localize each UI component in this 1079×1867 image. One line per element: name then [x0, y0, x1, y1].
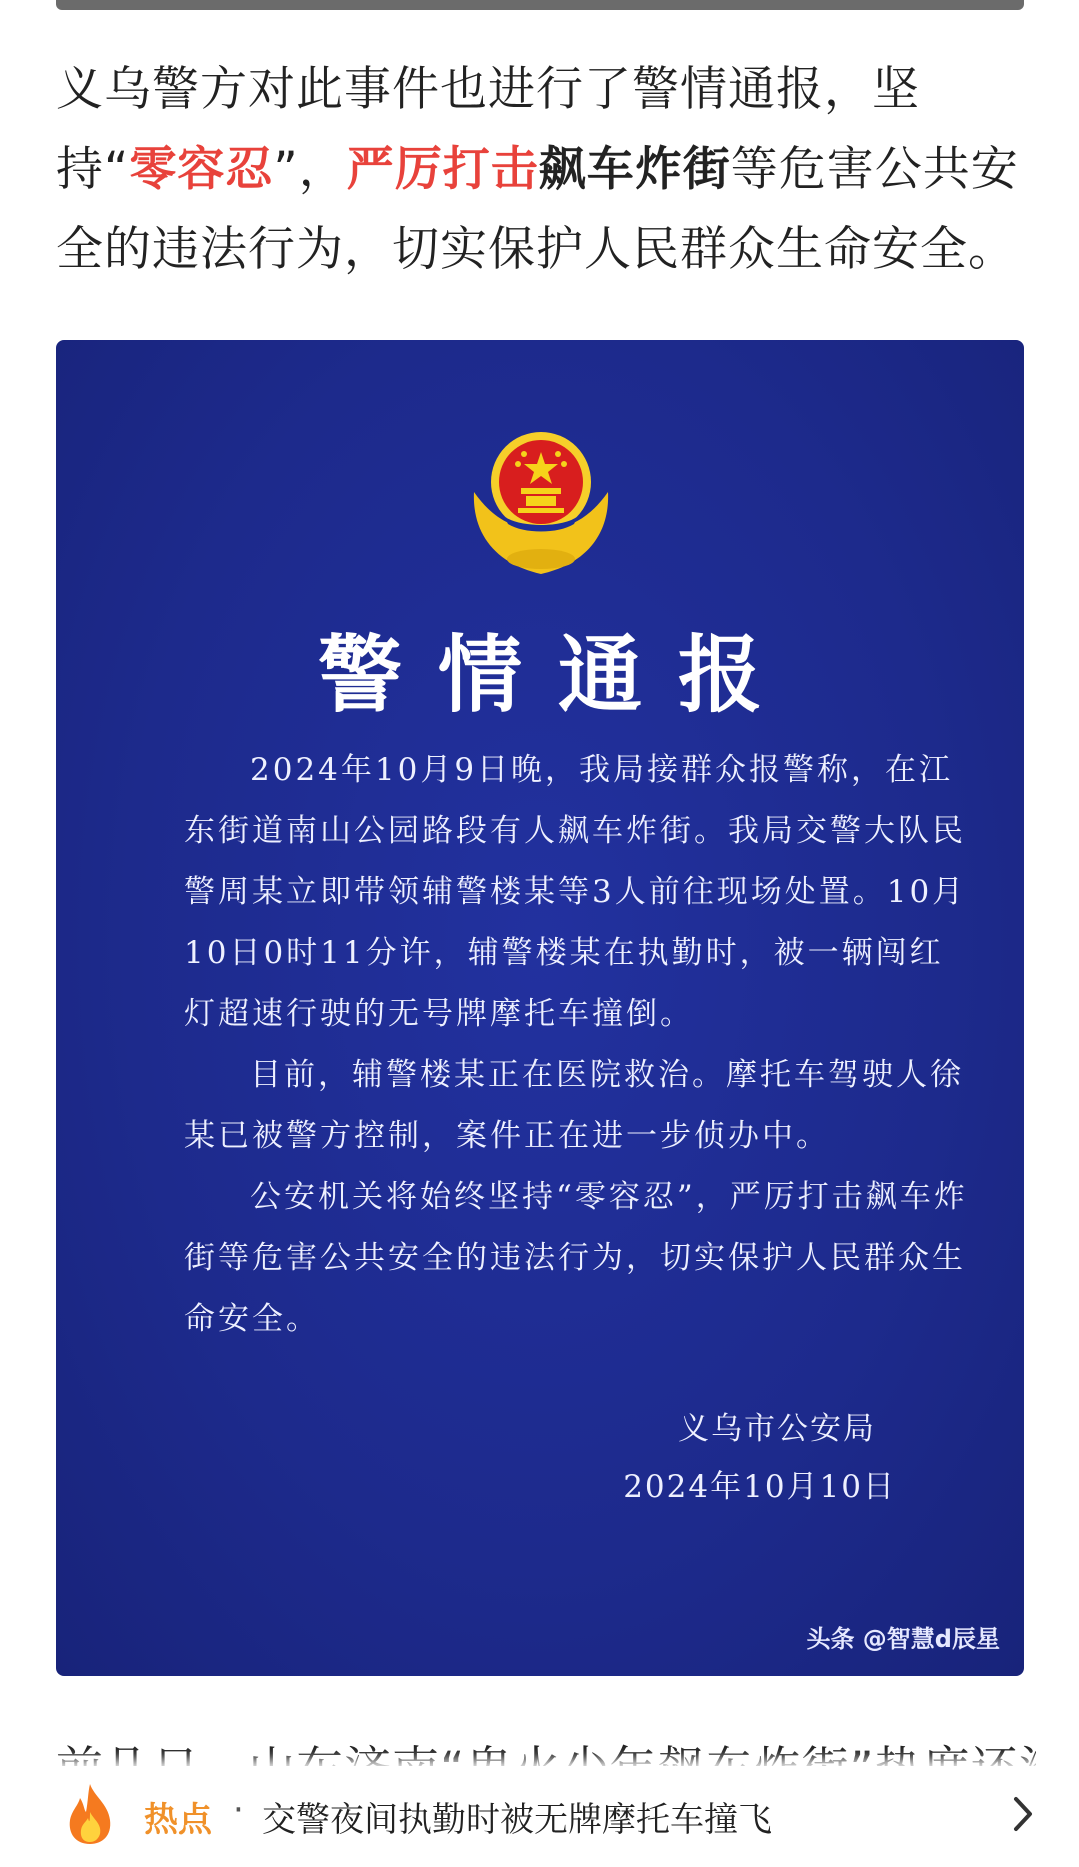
fire-icon — [62, 1782, 118, 1846]
notice-paragraph-2: 目前，辅警楼某正在医院救治。摩托车驾驶人徐某已被警方控制，案件正在进一步侦办中。 — [184, 1057, 964, 1154]
highlight-crackdown: 严厉打击 — [346, 142, 539, 197]
article-paragraph — [56, 50, 1031, 290]
notice-paragraph-1: 2024年10月9日晚，我局接群众报警称，在江东街道南山公园路段有人飙车炸街。我局交警大队民警周某立即带领辅警楼某等3人前往现场处置。10月10日0时11分许，辅警楼某在执勤时，被一辆闯红灯超速行驶的无号牌摩托车撞倒。 — [184, 752, 967, 1032]
issuing-organization: 义乌市公安局 — [678, 1411, 876, 1447]
paragraph-text: 义乌警方对此事件也进行了警情通报，坚持“ — [56, 62, 920, 197]
notice-date: 2024年10月10日 — [623, 1469, 896, 1505]
watermark: 头条 @智慧d辰星 — [806, 1625, 1000, 1653]
notice-body — [184, 740, 974, 1350]
chevron-right-icon[interactable] — [1011, 1794, 1035, 1834]
paragraph-text: 等危害公共安全的违法行为，切实保护人民群众生命安全。 — [56, 142, 1019, 277]
notice-signature — [623, 1400, 896, 1516]
hot-label: 热点 — [144, 1800, 212, 1840]
hot-topic-bar[interactable] — [0, 1766, 1079, 1867]
highlight-zero-tolerance: 零容忍 — [129, 142, 274, 197]
paragraph-text: ”， — [273, 142, 347, 197]
notice-paragraph-3: 公安机关将始终坚持“零容忍”，严厉打击飙车炸街等危害公共安全的违法行为，切实保护人民群众生命安全。 — [184, 1179, 968, 1337]
police-notice-image[interactable] — [56, 340, 1024, 1676]
separator-dot: · — [233, 1790, 244, 1830]
hot-topic-link[interactable]: 交警夜间执勤时被无牌摩托车撞飞 — [262, 1800, 772, 1840]
notice-title: 警情通报 — [317, 625, 798, 724]
highlight-street-racing: 飙车炸街 — [538, 142, 731, 197]
police-emblem-icon — [466, 424, 616, 579]
previous-image-edge[interactable] — [56, 0, 1024, 10]
